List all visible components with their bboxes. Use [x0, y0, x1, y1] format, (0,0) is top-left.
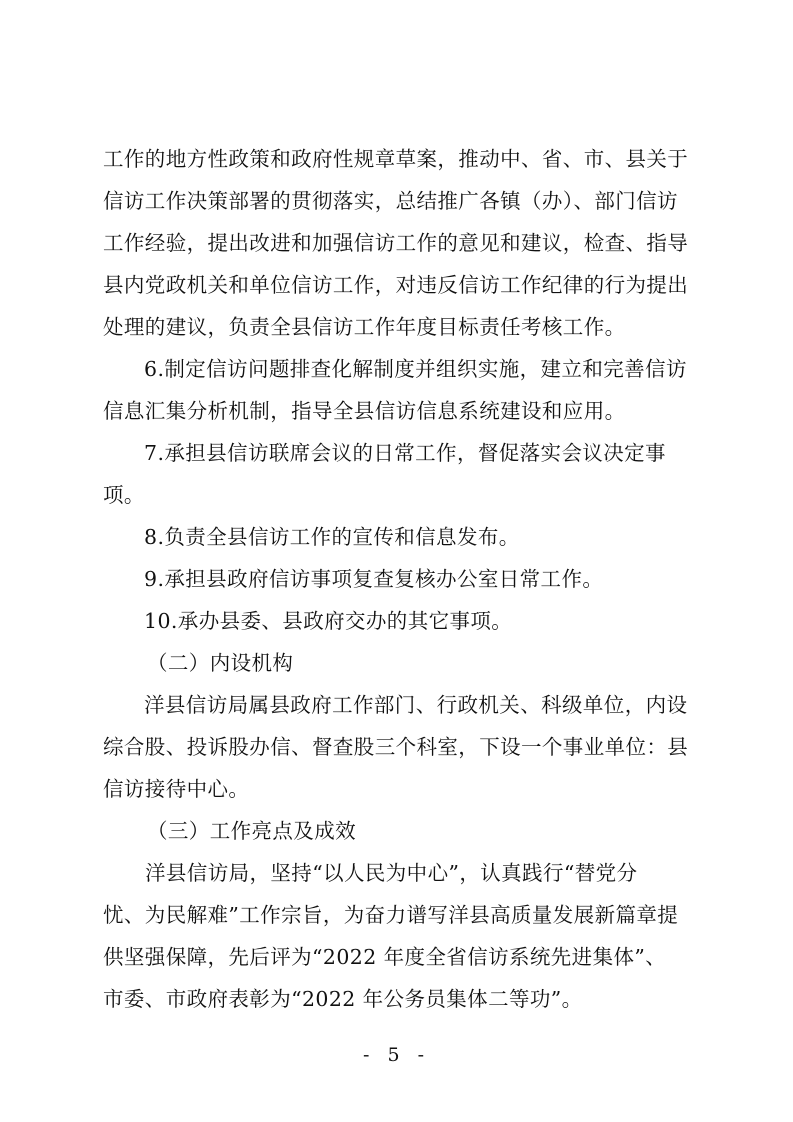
body-text-line: 供坚强保障，先后评为“2022 年度全省信访系统先进集体”、 — [103, 945, 667, 969]
body-text-line: 县内党政机关和单位信访工作，对违反信访工作纪律的行为提出 — [103, 273, 689, 297]
body-text-line: 信息汇集分析机制，指导全县信访信息系统建设和应用。 — [103, 399, 626, 423]
body-text-line: 信访工作决策部署的贯彻落实，总结推广各镇（办）、部门信访 — [103, 189, 678, 213]
body-text-line: 忧、为民解难”工作宗旨，为奋力谱写洋县高质量发展新篇章提 — [103, 903, 679, 927]
body-text-line: 项。 — [103, 483, 145, 507]
body-text-line: 洋县信访局，坚持“以人民为中心”，认真践行“替党分 — [145, 861, 638, 885]
section-heading-highlights: （三）工作亮点及成效 — [147, 819, 356, 843]
section-heading-internal-structure: （二）内设机构 — [147, 651, 294, 675]
body-text-line: 工作经验，提出改进和加强信访工作的意见和建议，检查、指导 — [103, 231, 689, 255]
list-item-8: 8.负责全县信访工作的宣传和信息发布。 — [144, 525, 520, 549]
list-item-7: 7.承担县信访联席会议的日常工作，督促落实会议决定事 — [144, 441, 666, 465]
body-text-line: 市委、市政府表彰为“2022 年公务员集体二等功”。 — [103, 987, 583, 1011]
page-number: - 5 - — [362, 1044, 430, 1066]
list-item-6: 6.制定信访问题排查化解制度并组织实施，建立和完善信访 — [144, 357, 687, 381]
body-text-line: 信访接待中心。 — [103, 777, 250, 801]
body-text-line: 综合股、投诉股办信、督查股三个科室，下设一个事业单位：县 — [103, 735, 689, 759]
body-text-line: 处理的建议，负责全县信访工作年度目标责任考核工作。 — [103, 315, 626, 339]
body-text-line: 洋县信访局属县政府工作部门、行政机关、科级单位，内设 — [144, 693, 688, 717]
list-item-9: 9.承担县政府信访事项复查复核办公室日常工作。 — [144, 567, 604, 591]
body-text-line: 工作的地方性政策和政府性规章草案，推动中、省、市、县关于 — [103, 147, 689, 171]
list-item-10: 10.承办县委、县政府交办的其它事项。 — [144, 609, 513, 633]
